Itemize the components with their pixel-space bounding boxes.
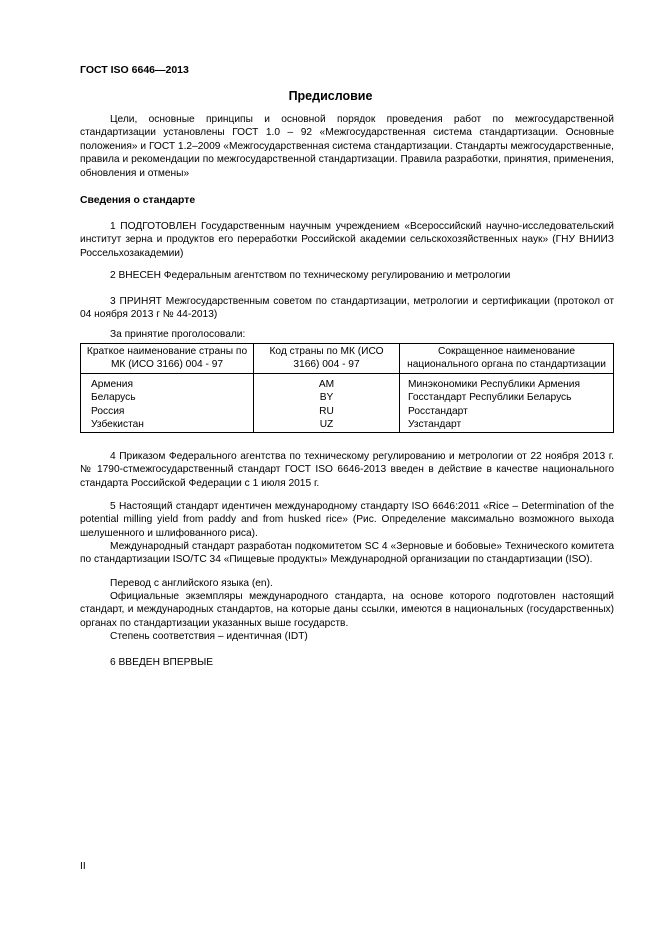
table-cell-country: Армения — [81, 373, 254, 391]
table-cell-body: Росстандарт — [400, 405, 614, 418]
table-cell-code: BY — [254, 391, 400, 404]
table-cell-country: Беларусь — [81, 391, 254, 404]
item-5-degree-text: Степень соответствия – идентичная (IDT) — [110, 631, 308, 642]
item-6-text: 6 ВВЕДЕН ВПЕРВЫЕ — [110, 657, 214, 668]
table-cell-country: Узбекистан — [81, 418, 254, 433]
table-header-country: Краткое наименование страны по МК (ИСО 3166) 004 - 97 — [81, 344, 254, 374]
table-cell-body: Госстандарт Республики Беларусь — [400, 391, 614, 404]
table-cell-code: AM — [254, 373, 400, 391]
table-row — [81, 391, 614, 404]
voted-label-paragraph — [80, 328, 614, 341]
document-code-header: ГОСТ ISO 6646—2013 — [80, 64, 189, 76]
item-5-copies-paragraph — [80, 590, 614, 630]
table-header-body: Сокращенное наименование национального органа по стандартизации — [400, 344, 614, 374]
item-1-text: 1 ПОДГОТОВЛЕН Государственным научным учреждением «Всероссийский научно-исследовательский институт зерна и продуктов его переработки Российской академии сельскохозяйственных наук» (ГНУ ВНИИЗ Россельхозакадемии) — [80, 221, 614, 259]
table-header-row — [81, 344, 614, 374]
item-4-paragraph — [80, 450, 614, 490]
item-2-text: 2 ВНЕСЕН Федеральным агентством по техническому регулированию и метрологии — [110, 270, 511, 281]
table-cell-code: RU — [254, 405, 400, 418]
voting-table — [80, 343, 614, 433]
item-3-paragraph — [80, 295, 614, 322]
intro-paragraph — [80, 113, 614, 180]
table-row — [81, 373, 614, 391]
table-cell-country: Россия — [81, 405, 254, 418]
table-row — [81, 418, 614, 433]
section-heading: Сведения о стандарте — [80, 195, 196, 206]
item-2-paragraph — [80, 269, 614, 282]
intro-text: Цели, основные принципы и основной порядок проведения работ по межгосударственной стандартизации установлены ГОСТ 1.0 – 92 «Межгосударственная система стандартизации. Основные положения» и ГОСТ 1.2–2009 «Межгосударственная система стандартизации. Стандарты межгосударственные, правила и рекомендации по межгосударственной стандартизации. Правила разработки, принятия, применения, обновления и отмены» — [80, 114, 614, 179]
table-cell-code: UZ — [254, 418, 400, 433]
table-cell-body: Узстандарт — [400, 418, 614, 433]
item-5-translation-paragraph — [80, 577, 614, 590]
item-3-text: 3 ПРИНЯТ Межгосударственным советом по стандартизации, метрологии и сертификации (протокол от 04 ноября 2013 г № 44-2013) — [80, 296, 614, 321]
item-5-paragraph — [80, 500, 614, 540]
item-4-text: 4 Приказом Федерального агентства по техническому регулированию и метрологии от 22 ноября 2013 г. № 1790-стмежгосударственный стандарт ГОСТ ISO 6646-2013 введен в действие в качестве национального стандарта Российской Федерации с 1 июля 2015 г. — [80, 451, 614, 489]
item-5-degree-paragraph — [80, 630, 614, 643]
table-cell-body: Минэкономики Республики Армения — [400, 373, 614, 391]
voted-label: За принятие проголосовали: — [110, 329, 246, 340]
item-5-text: 5 Настоящий стандарт идентичен международному стандарту ISO 6646:2011 «Rice – Determination of the potential milling yield from paddy and from husked rice» (Рис. Определение максимально возможного выхода шелушенного и шлифованного риса). — [80, 501, 614, 539]
page-number: II — [80, 861, 86, 872]
item-5-developer-paragraph — [80, 540, 614, 567]
table-row — [81, 405, 614, 418]
item-5-translation-text: Перевод с английского языка (en). — [110, 578, 273, 589]
item-5-copies-text: Официальные экземпляры международного стандарта, на основе которого подготовлен настоящий стандарт, и международных стандартов, на которые даны ссылки, имеются в национальных (государственных) органах по стандартизации указанных выше государств. — [80, 591, 614, 629]
item-6-paragraph — [80, 656, 614, 669]
table-header-code: Код страны по МК (ИСО 3166) 004 - 97 — [254, 344, 400, 374]
item-5-developer-text: Международный стандарт разработан подкомитетом SC 4 «Зерновые и бобовые» Технического комитета по стандартизации ISO/TC 34 «Пищевые продукты» Международной организации по стандартизации (ISO). — [80, 541, 614, 566]
item-1-paragraph — [80, 220, 614, 260]
page-title: Предисловие — [288, 89, 373, 103]
